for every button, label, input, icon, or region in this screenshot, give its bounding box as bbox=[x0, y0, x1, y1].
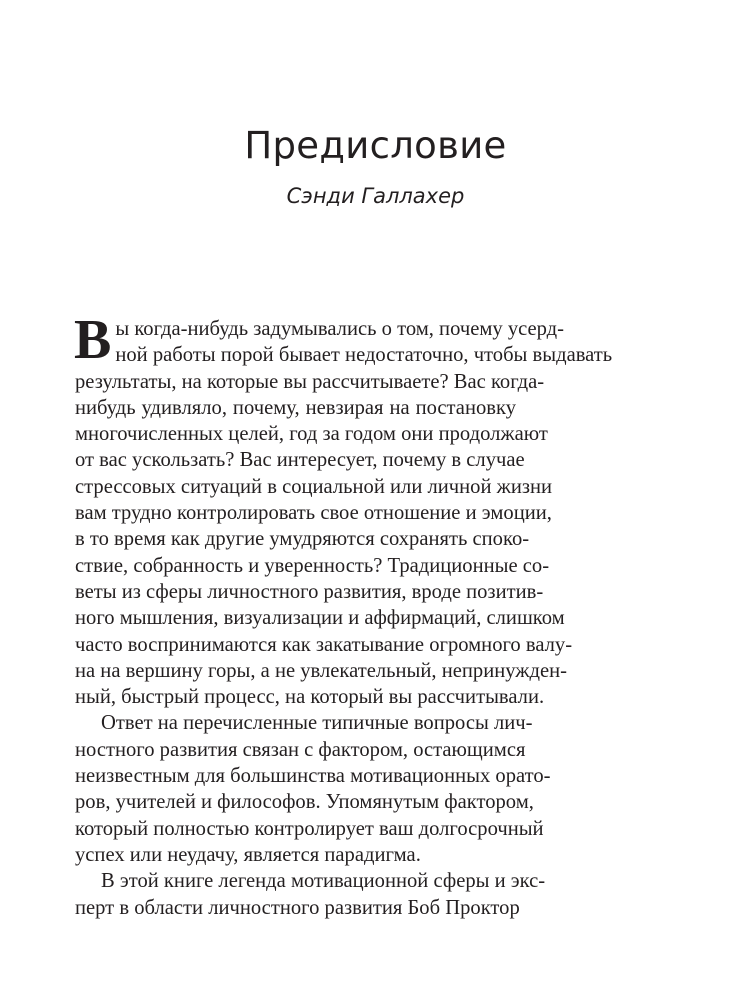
paragraph-1 bbox=[74, 309, 613, 710]
text-line: вам трудно контролировать свое отношение и эмоции, bbox=[75, 502, 552, 525]
text-line: веты из сферы личностного развития, вроде позитив- bbox=[75, 580, 544, 603]
text-line: в то время как другие умудряются сохранять споко- bbox=[75, 528, 530, 551]
text-line: от вас ускользать? Вас интересует, почему в случае bbox=[75, 449, 525, 472]
text-line: ров, учителей и философов. Упомянутым фактором, bbox=[75, 791, 534, 814]
chapter-title: Предисловие bbox=[244, 124, 507, 167]
body-text bbox=[74, 309, 613, 921]
text-line: В этой книге легенда мотивационной сферы и экс- bbox=[101, 870, 546, 893]
text-line: многочисленных целей, год за годом они продолжают bbox=[75, 423, 548, 446]
text-line: результаты, на которые вы рассчитываете? Вас когда- bbox=[75, 370, 545, 393]
paragraph-2 bbox=[75, 710, 551, 868]
text-line: неизвестным для большинства мотивационных орато- bbox=[75, 765, 551, 788]
text-line: Ответ на перечисленные типичные вопросы лич- bbox=[101, 712, 533, 735]
text-line: ного мышления, визуализации и аффирмаций, слишком bbox=[75, 607, 565, 630]
text-line: часто воспринимаются как закатывание огромного валу- bbox=[75, 633, 573, 656]
text-line: ной работы порой бывает недостаточно, чтобы выдавать bbox=[115, 344, 613, 367]
text-line: перт в области личностного развития Боб Проктор bbox=[75, 896, 520, 919]
text-line: стрессовых ситуаций в социальной или личной жизни bbox=[75, 475, 553, 498]
text-line: ностного развития связан с фактором, остающимся bbox=[75, 738, 526, 761]
text-line: который полностью контролирует ваш долгосрочный bbox=[75, 817, 544, 840]
drop-cap: В bbox=[74, 309, 112, 371]
text-line: успех или неудачу, является парадигма. bbox=[75, 843, 421, 866]
text-line: ный, быстрый процесс, на который вы рассчитывали. bbox=[75, 686, 545, 709]
chapter-author: Сэнди Галлахер bbox=[286, 184, 465, 208]
paragraph-3 bbox=[75, 868, 546, 921]
text-line: ы когда-нибудь задумывались о том, почему усерд- bbox=[115, 318, 565, 340]
text-line: на на вершину горы, а не увлекательный, непринужден- bbox=[75, 659, 567, 682]
text-line: ствие, собранность и уверенность? Традиционные со- bbox=[75, 554, 550, 577]
text-line: нибудь удивляло, почему, невзирая на постановку bbox=[75, 396, 516, 419]
